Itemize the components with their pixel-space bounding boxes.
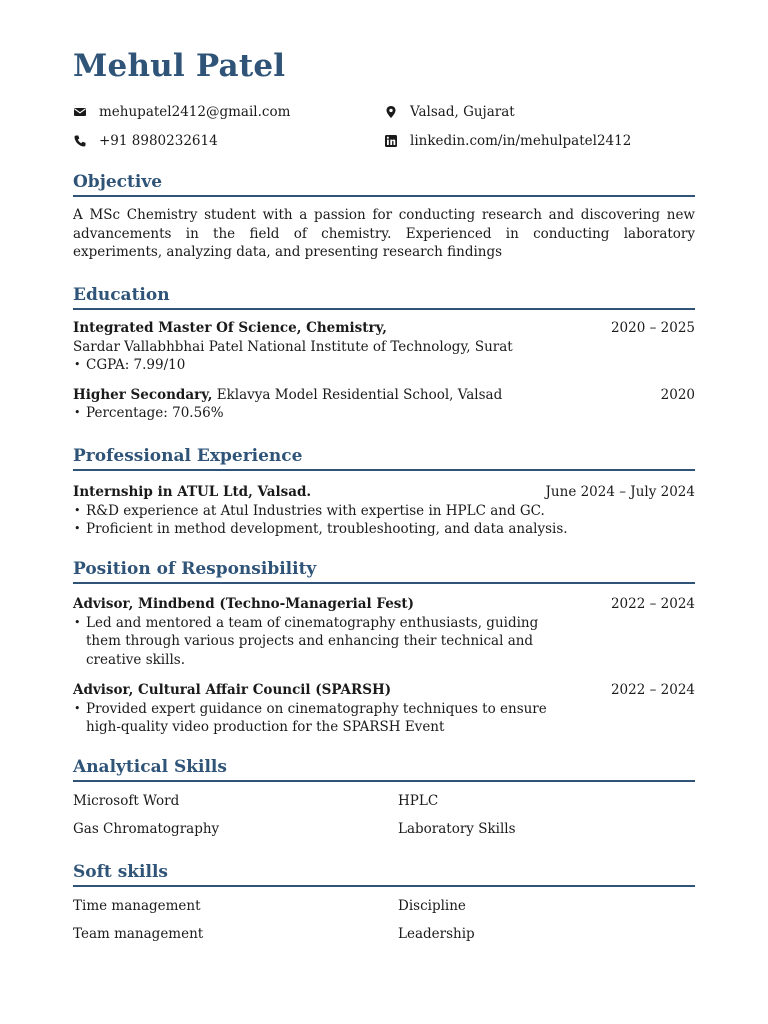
contact-row xyxy=(73,126,695,155)
bullet-list xyxy=(73,356,695,375)
skill-item: Team management xyxy=(73,926,204,942)
linkedin-text[interactable]: linkedin.com/in/mehulpatel2412 xyxy=(410,132,632,149)
skill-item: Microsoft Word xyxy=(73,793,180,809)
bullet-line: • Provided expert guidance on cinematography techniques to ensure xyxy=(86,700,547,717)
contact-block xyxy=(73,97,695,155)
contact-linkedin[interactable] xyxy=(384,133,695,149)
responsibility-entry xyxy=(73,681,695,737)
bullet-list xyxy=(73,404,695,423)
skills-grid xyxy=(73,792,695,848)
objective-section xyxy=(73,172,695,262)
degree-title: Higher Secondary, xyxy=(73,386,213,403)
entry-head xyxy=(73,483,695,502)
skill-item: HPLC xyxy=(398,793,439,809)
entry-date: 2022 – 2024 xyxy=(610,596,695,612)
email-text[interactable]: mehupatel2412@gmail.com xyxy=(99,103,291,120)
bullet-line: creative skills. xyxy=(86,651,185,668)
entry-date: 2020 xyxy=(660,386,695,403)
linkedin-icon xyxy=(384,134,398,148)
responsibility-section xyxy=(73,559,695,737)
map-pin-icon xyxy=(384,105,398,119)
skill-item: Leadership xyxy=(398,926,475,942)
institute-name: Eklavya Model Residential School, Valsad xyxy=(212,386,503,403)
education-entry xyxy=(73,386,695,423)
bullet-item: • Percentage: 70.56% xyxy=(73,404,695,423)
bullet-item xyxy=(73,614,695,670)
bullet-item xyxy=(73,700,695,737)
role-title: Advisor, Mindbend (Techno-Managerial Fest) xyxy=(73,596,415,612)
experience-entry xyxy=(73,483,695,539)
analytical-skills-section xyxy=(73,757,695,848)
role-title: Advisor, Cultural Affair Council (SPARSH) xyxy=(73,682,392,698)
phone-text[interactable]: +91 8980232614 xyxy=(99,132,218,149)
education-entry xyxy=(73,319,695,375)
bullet-line: them through various projects and enhancing their technical and xyxy=(86,633,534,649)
section-title: Analytical Skills xyxy=(73,757,695,782)
skill-item: Gas Chromatography xyxy=(73,821,220,837)
skill-item: Time management xyxy=(73,898,201,914)
entry-date: 2020 – 2025 xyxy=(610,320,695,336)
entry-date: 2022 – 2024 xyxy=(610,682,695,698)
entry-head xyxy=(73,595,695,614)
bullet-line: high-quality video production for the SPARSH Event xyxy=(86,719,445,735)
contact-email[interactable] xyxy=(73,104,384,120)
bullet-line: • Led and mentored a team of cinematography enthusiasts, guiding xyxy=(86,614,539,631)
skill-item: Discipline xyxy=(398,898,466,914)
section-title: Professional Experience xyxy=(73,446,695,471)
experience-section xyxy=(73,446,695,539)
phone-icon xyxy=(73,134,87,148)
section-title: Objective xyxy=(73,172,695,197)
entry-head xyxy=(73,319,695,338)
education-section xyxy=(73,285,695,423)
contact-phone[interactable] xyxy=(73,133,384,149)
role-title: Internship in ATUL Ltd, Valsad. xyxy=(73,484,312,500)
soft-skills-section xyxy=(73,862,695,953)
degree-title: Integrated Master Of Science, Chemistry, xyxy=(73,320,387,336)
entry-date: June 2024 – July 2024 xyxy=(545,484,695,500)
candidate-name: Mehul Patel xyxy=(73,48,286,84)
bullet-item: • Proficient in method development, troubleshooting, and data analysis. xyxy=(73,520,695,539)
entry-head xyxy=(73,681,695,700)
skills-grid xyxy=(73,897,695,953)
section-title: Position of Responsibility xyxy=(73,559,695,584)
bullet-item: • R&D experience at Atul Industries with expertise in HPLC and GC. xyxy=(73,502,695,521)
section-title: Soft skills xyxy=(73,862,695,887)
bullet-list xyxy=(73,614,695,670)
envelope-icon xyxy=(73,105,87,119)
bullet-list xyxy=(73,700,695,737)
responsibility-entry xyxy=(73,595,695,669)
entry-head xyxy=(73,386,695,405)
objective-text: A MSc Chemistry student with a passion for conducting research and discovering new advancements in the field of chemistry. Experienced in conducting laboratory experiments, analyzing data, and presenting research findings xyxy=(73,207,695,260)
contact-row xyxy=(73,97,695,126)
institute-name: Sardar Vallabhbhai Patel National Institute of Technology, Surat xyxy=(73,338,513,355)
skill-item: Laboratory Skills xyxy=(398,821,516,837)
location-text: Valsad, Gujarat xyxy=(410,103,515,120)
section-title: Education xyxy=(73,285,695,310)
bullet-item: • CGPA: 7.99/10 xyxy=(73,356,695,375)
bullet-list xyxy=(73,502,695,539)
contact-location xyxy=(384,104,695,120)
